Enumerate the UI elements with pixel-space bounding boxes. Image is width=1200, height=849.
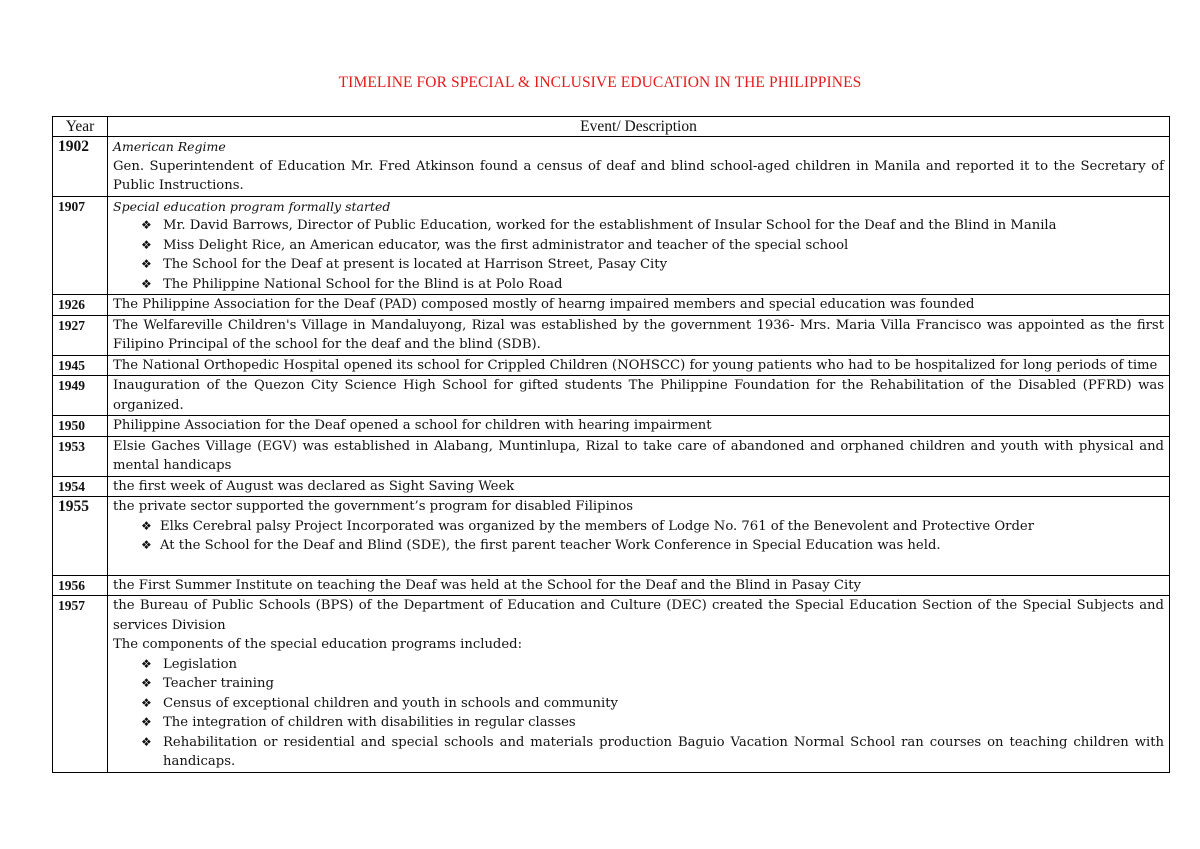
table-row (53, 295, 1170, 316)
event-cell: The Philippine Association for the Deaf (PAD) composed mostly of hearng impaired members and special education was founded (108, 295, 1170, 316)
list-item: ❖ Miss Delight Rice, an American educator, was the first administrator and teacher of the special school (141, 236, 1164, 256)
bullet-list (113, 517, 1164, 556)
row-subtitle: Special education program formally started (113, 198, 391, 214)
year-cell: 1927 (53, 315, 108, 355)
year-cell: 1945 (53, 355, 108, 376)
table-row (53, 476, 1170, 497)
row-subtitle: American Regime (113, 139, 226, 154)
event-cell: Inauguration of the Quezon City Science High School for gifted students The Philippine Foundation for the Rehabilitation of the Disabled (PFRD) was organized. (108, 376, 1170, 416)
diamond-bullet-icon: ❖ (141, 218, 152, 232)
table-row (53, 196, 1170, 295)
year-column-header: Year (53, 117, 108, 137)
list-item: ❖ Elks Cerebral palsy Project Incorporated was organized by the members of Lodge No. 761 of the Benevolent and Protective Order (141, 517, 1164, 537)
list-item: ❖ Rehabilitation or residential and special schools and materials production Baguio Vacation Normal School ran courses on teaching children with handicaps. (141, 734, 1164, 769)
table-row (53, 315, 1170, 355)
table-row (53, 497, 1170, 576)
table-row (53, 575, 1170, 596)
diamond-bullet-icon: ❖ (141, 695, 152, 710)
list-item: ❖ The School for the Deaf at present is located at Harrison Street, Pasay City (141, 255, 1164, 275)
event-cell: The National Orthopedic Hospital opened its school for Crippled Children (NOHSCC) for young patients who had to be hospitalized for long periods of time (108, 355, 1170, 376)
timeline-table (52, 116, 1170, 773)
event-intro: The components of the special education programs included: (113, 637, 523, 652)
event-text: the private sector supported the government’s program for disabled Filipinos (113, 499, 634, 514)
year-cell: 1902 (53, 137, 108, 197)
list-item: ❖ Mr. David Barrows, Director of Public Education, worked for the establishment of Insular School for the Deaf and the Blind in Manila (141, 216, 1164, 236)
table-row (53, 355, 1170, 376)
year-cell: 1954 (53, 476, 108, 497)
event-cell: The Welfareville Children's Village in Mandaluyong, Rizal was established by the government 1936- Mrs. Maria Villa Francisco was appointed as the first Filipino Principal of the school for the deaf and the blind (SDB). (108, 315, 1170, 355)
year-cell: 1926 (53, 295, 108, 316)
event-cell: the First Summer Institute on teaching the Deaf was held at the School for the Deaf and the Blind in Pasay City (108, 575, 1170, 596)
event-text: Gen. Superintendent of Education Mr. Fred Atkinson found a census of deaf and blind school-aged children in Manila and reported it to the Secretary of Public Instructions. (113, 158, 1164, 193)
event-cell (108, 497, 1170, 576)
year-cell: 1955 (53, 497, 108, 576)
empty-line (113, 556, 1164, 575)
event-column-header: Event/ Description (108, 117, 1170, 137)
year-cell: 1907 (53, 196, 108, 295)
table-row (53, 137, 1170, 197)
diamond-bullet-icon: ❖ (141, 734, 152, 749)
page-title: TIMELINE FOR SPECIAL & INCLUSIVE EDUCATION IN THE PHILIPPINES (338, 74, 862, 91)
list-item: ❖ The integration of children with disabilities in regular classes (141, 713, 1164, 733)
year-cell: 1957 (53, 596, 108, 773)
diamond-bullet-icon: ❖ (141, 676, 152, 690)
diamond-bullet-icon: ❖ (141, 237, 152, 252)
table-row (53, 376, 1170, 416)
diamond-bullet-icon: ❖ (141, 257, 152, 271)
year-cell: 1950 (53, 416, 108, 437)
event-cell (108, 137, 1170, 197)
event-cell: Elsie Gaches Village (EGV) was established in Alabang, Muntinlupa, Rizal to take care of abandoned and orphaned children and youth with physical and mental handicaps (108, 436, 1170, 476)
diamond-bullet-icon: ❖ (141, 276, 152, 291)
table-row (53, 596, 1170, 773)
table-row (53, 416, 1170, 437)
list-item: ❖ Teacher training (141, 674, 1164, 694)
list-item: ❖ Census of exceptional children and youth in schools and community (141, 694, 1164, 714)
event-cell (108, 196, 1170, 295)
list-item: ❖ The Philippine National School for the Blind is at Polo Road (141, 275, 1164, 295)
table-header-row (53, 117, 1170, 137)
bullet-list (113, 216, 1164, 294)
year-cell: 1953 (53, 436, 108, 476)
list-item: ❖ Legislation (141, 655, 1164, 675)
event-text: the Bureau of Public Schools (BPS) of the Department of Education and Culture (DEC) created the Special Education Section of the Special Subjects and services Division (113, 598, 1164, 633)
diamond-bullet-icon: ❖ (141, 538, 152, 552)
year-cell: 1956 (53, 575, 108, 596)
event-cell: Philippine Association for the Deaf opened a school for children with hearing impairment (108, 416, 1170, 437)
diamond-bullet-icon: ❖ (141, 656, 152, 671)
event-cell: the first week of August was declared as Sight Saving Week (108, 476, 1170, 497)
diamond-bullet-icon: ❖ (141, 715, 152, 729)
list-item: ❖ At the School for the Deaf and Blind (SDE), the first parent teacher Work Conference in Special Education was held. (141, 536, 1164, 556)
event-cell (108, 596, 1170, 773)
table-row (53, 436, 1170, 476)
diamond-bullet-icon: ❖ (141, 518, 152, 533)
year-cell: 1949 (53, 376, 108, 416)
bullet-list (113, 655, 1164, 772)
